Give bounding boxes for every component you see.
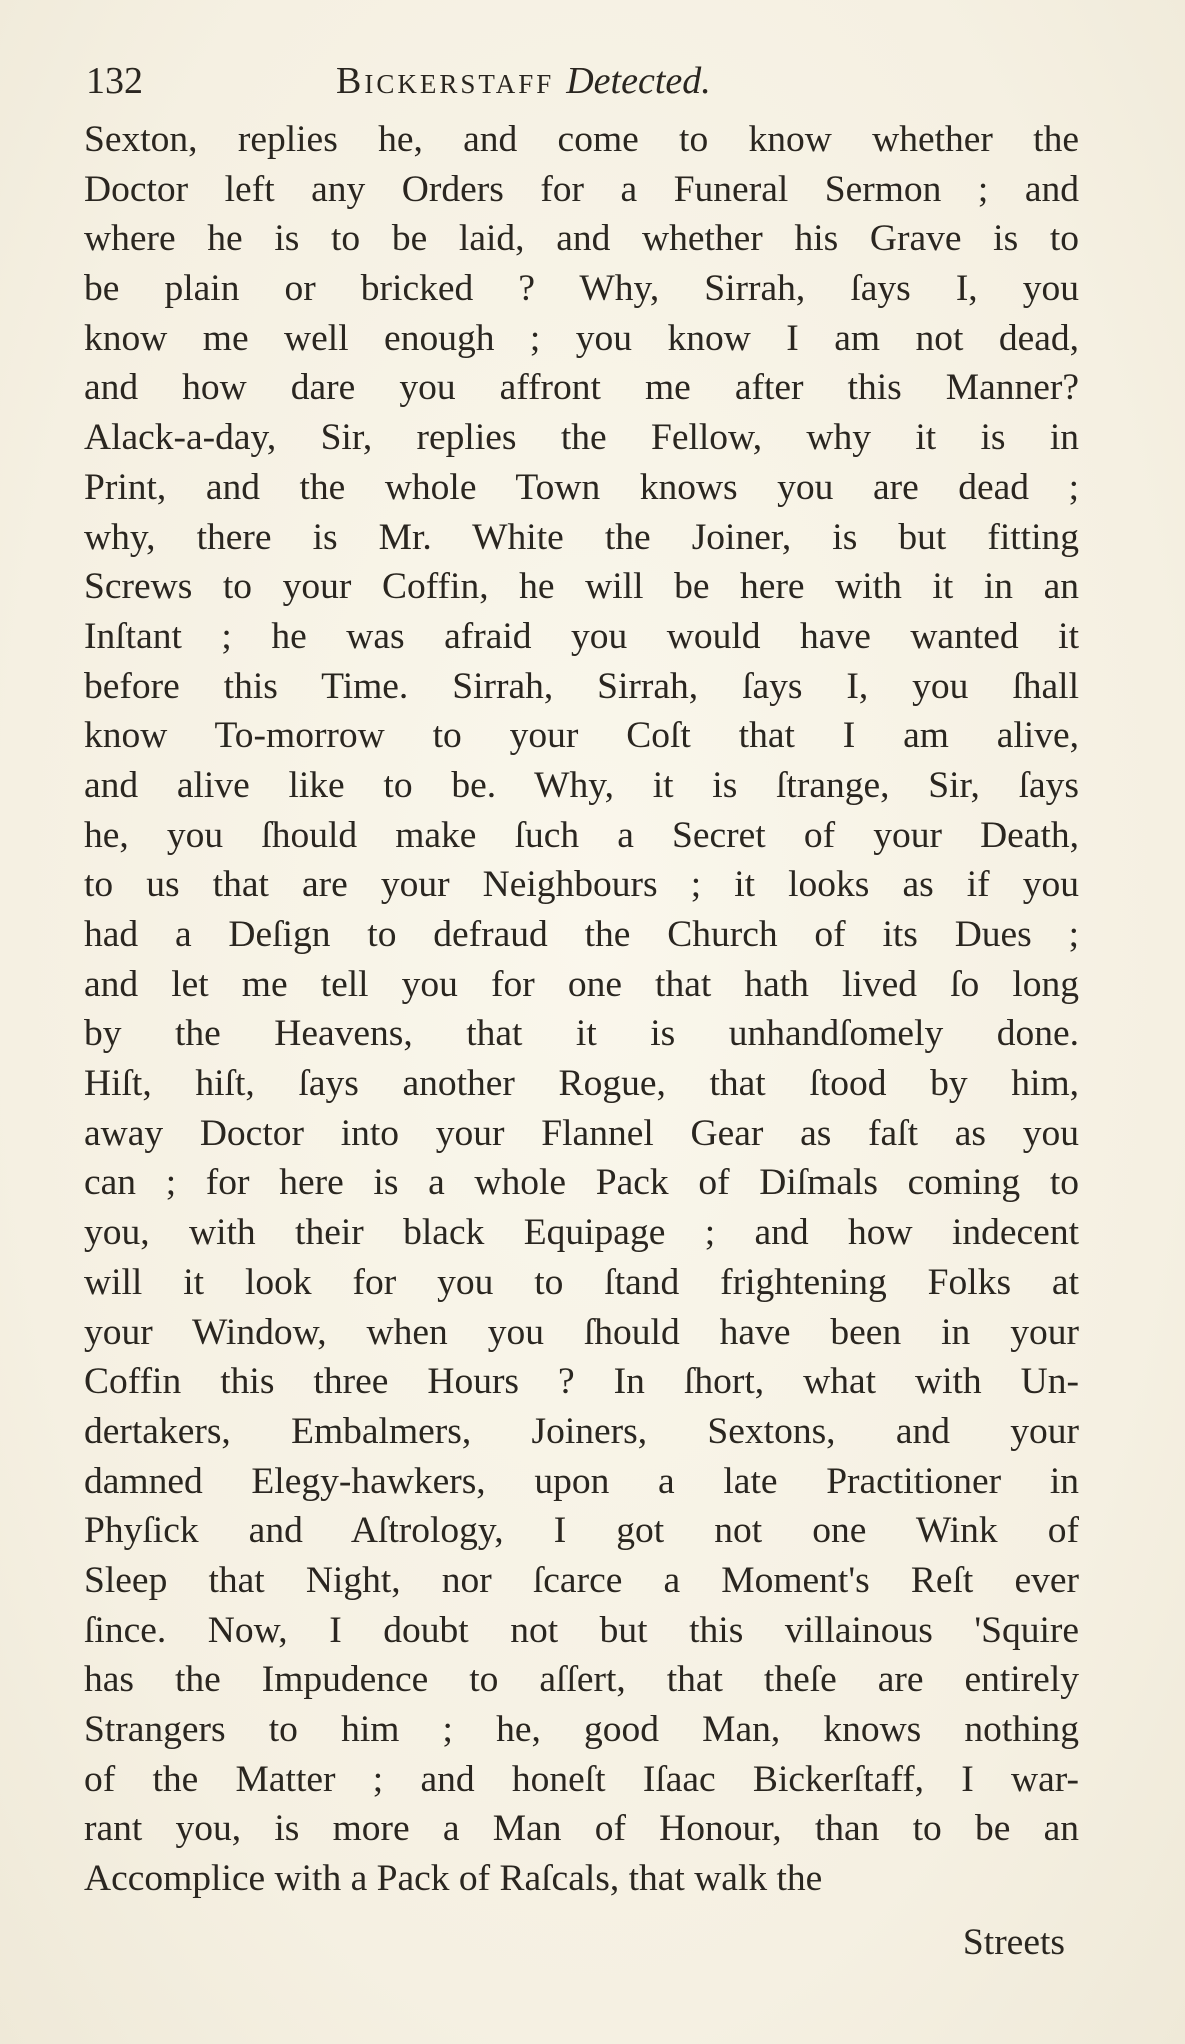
body-text bbox=[84, 115, 1079, 1904]
text-line: dertakers, Embalmers, Joiners, Sextons, and your bbox=[84, 1410, 1079, 1452]
text-line: Sleep that Night, nor ſcarce a Moment's Reſt ever bbox=[84, 1559, 1079, 1601]
text-line: where he is to be laid, and whether his Grave is to bbox=[84, 218, 1079, 260]
text-line: and let me tell you for one that hath lived ſo long bbox=[84, 963, 1079, 1005]
page-number: 132 bbox=[86, 60, 143, 102]
text-line: and alive like to be. Why, it is ſtrange, Sir, ſays bbox=[84, 764, 1079, 806]
text-line: rant you, is more a Man of Honour, than to be an bbox=[84, 1808, 1079, 1850]
text-line: why, there is Mr. White the Joiner, is but fitting bbox=[84, 516, 1079, 558]
text-line: away Doctor into your Flannel Gear as faſt as you bbox=[84, 1112, 1079, 1154]
text-line: Screws to your Coffin, he will be here with it in an bbox=[84, 566, 1079, 608]
running-title-italic: Detected. bbox=[566, 60, 711, 102]
text-line: Alack-a-day, Sir, replies the Fellow, why it is in bbox=[84, 417, 1079, 459]
text-line: has the Impudence to aſſert, that theſe are entirely bbox=[84, 1659, 1079, 1701]
running-title-text: Bickerstaff bbox=[336, 60, 555, 102]
text-line: Phyſick and Aſtrology, I got not one Wink of bbox=[84, 1510, 1079, 1552]
text-line: by the Heavens, that it is unhandſomely done. bbox=[84, 1013, 1079, 1055]
text-line: Print, and the whole Town knows you are dead ; bbox=[84, 466, 1079, 508]
text-line: Inſtant ; he was afraid you would have wanted it bbox=[84, 615, 1079, 657]
text-line: of the Matter ; and honeſt Iſaac Bickerſtaff, I war- bbox=[84, 1758, 1079, 1800]
text-line: your Window, when you ſhould have been in your bbox=[84, 1311, 1079, 1353]
text-line: be plain or bricked ? Why, Sirrah, ſays I, you bbox=[84, 268, 1079, 310]
text-line: he, you ſhould make ſuch a Secret of your Death, bbox=[84, 814, 1079, 856]
text-line: can ; for here is a whole Pack of Diſmals coming to bbox=[84, 1162, 1079, 1204]
text-line: before this Time. Sirrah, Sirrah, ſays I, you ſhall bbox=[84, 665, 1079, 707]
text-line: damned Elegy-hawkers, upon a late Practitioner in bbox=[84, 1460, 1079, 1502]
text-line: had a Deſign to defraud the Church of its Dues ; bbox=[84, 914, 1079, 955]
text-line: to us that are your Neighbours ; it looks as if you bbox=[84, 864, 1079, 906]
text-line: and how dare you affront me after this Manner? bbox=[84, 367, 1079, 409]
running-head bbox=[86, 56, 1086, 106]
text-line: Doctor left any Orders for a Funeral Sermon ; and bbox=[84, 168, 1079, 210]
text-line: Hiſt, hiſt, ſays another Rogue, that ſtood by him, bbox=[84, 1063, 1079, 1105]
text-line: Sexton, replies he, and come to know whether the bbox=[84, 119, 1079, 160]
text-line: Strangers to him ; he, good Man, knows nothing bbox=[84, 1709, 1079, 1750]
running-title bbox=[336, 56, 711, 106]
catchword: Streets bbox=[962, 1922, 1065, 1963]
text-line: you, with their black Equipage ; and how indecent bbox=[84, 1212, 1079, 1254]
text-line: Coffin this three Hours ? In ſhort, what with Un- bbox=[84, 1361, 1079, 1403]
text-line: know me well enough ; you know I am not dead, bbox=[84, 317, 1079, 359]
text-line: know To-morrow to your Coſt that I am alive, bbox=[84, 715, 1079, 757]
text-line: will it look for you to ſtand frightening Folks at bbox=[84, 1261, 1079, 1303]
text-line: Accomplice with a Pack of Raſcals, that walk the bbox=[84, 1858, 823, 1900]
text-line: ſince. Now, I doubt not but this villainous 'Squire bbox=[84, 1609, 1079, 1651]
